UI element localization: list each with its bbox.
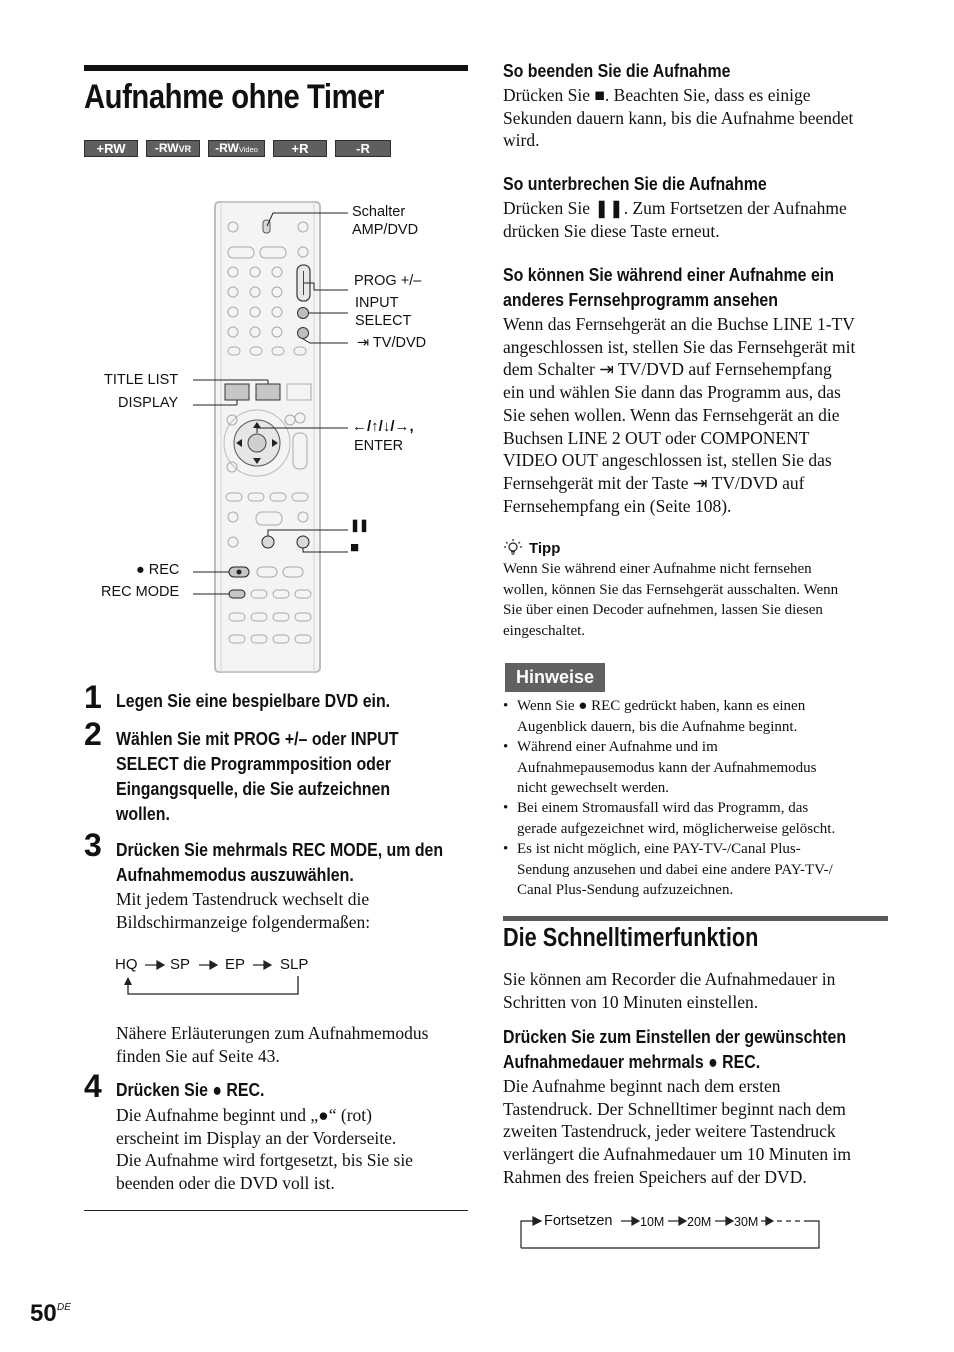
lightbulb-icon bbox=[503, 538, 523, 558]
note-item: • Es ist nicht möglich, eine PAY-TV-/Canal Plus- Sendung anzusehen und dabei eine andere PAY-TV-/ Canal Plus-Sendung aufzuzeichnen. bbox=[503, 841, 833, 898]
note-item: • Bei einem Stromausfall wird das Programm, das gerade aufgezeichnet wird, möglicherweise gelöscht. bbox=[503, 800, 836, 837]
badge-plus-r: +R bbox=[273, 140, 327, 157]
label-display: DISPLAY bbox=[118, 395, 179, 411]
note-item: • Während einer Aufnahme und im Aufnahmepausemodus kann der Aufnahmemodus nicht gewechselt werden. bbox=[503, 739, 817, 796]
label-enter: ENTER bbox=[354, 438, 404, 454]
title-rule bbox=[84, 65, 468, 71]
remote-control-illustration bbox=[100, 195, 460, 680]
timer-step-20m: 20M bbox=[687, 1215, 712, 1229]
tip-label: Tipp bbox=[529, 540, 561, 557]
mode-ep: EP bbox=[225, 956, 246, 973]
page-number-suffix: DE bbox=[57, 1302, 71, 1313]
step-4-body: Die Aufnahme beginnt und „●“ (rot) erscheint im Display an der Vorderseite. Die Aufnahme wird fortgesetzt, bis Sie sie beenden oder die DVD voll ist. bbox=[116, 1105, 413, 1194]
label-title-list: TITLE LIST bbox=[104, 372, 179, 388]
section-body: Die Aufnahme beginnt nach dem ersten Tastendruck. Der Schnelltimer beginnt nach dem zweiten Tastendruck, jeder weitere Tastendruck verlängert die Aufnahmedauer um 10 Minuten im Rahmen des freien Speichers auf der DVD. bbox=[503, 1076, 851, 1187]
step-1-heading: Legen Sie eine bespielbare DVD ein. bbox=[116, 690, 391, 711]
section-heading: Drücken Sie zum Einstellen der gewünschten Aufnahmedauer mehrmals ● REC. bbox=[503, 1026, 847, 1072]
badge-minus-rw-video: -RWVideo bbox=[208, 140, 265, 157]
timer-step-fortsetzen: Fortsetzen bbox=[544, 1213, 613, 1229]
badge-plus-rw: +RW bbox=[84, 140, 138, 157]
tip-body: Wenn Sie während einer Aufnahme nicht fernsehen wollen, können Sie das Fernsehgerät ausschalten. Wenn Sie über einen Decoder aufnehmen, lassen Sie diesen eingeschaltet. bbox=[503, 561, 839, 639]
page-number: 50 bbox=[30, 1300, 57, 1327]
watch-heading: So können Sie während einer Aufnahme ein anderes Fernsehprogramm ansehen bbox=[503, 264, 834, 310]
step-2-heading: Wählen Sie mit PROG +/– oder INPUT SELECT die Programmposition oder Eingangsquelle, die Sie aufzeichnen wollen. bbox=[116, 728, 399, 824]
mode-sp: SP bbox=[170, 956, 191, 973]
page-title: Aufnahme ohne Timer bbox=[84, 78, 384, 116]
label-rec: ● REC bbox=[136, 562, 180, 578]
step-3-body: Mit jedem Tastendruck wechselt die Bildschirmanzeige folgendermaßen: bbox=[116, 889, 371, 932]
mode-cycle-arrows bbox=[110, 955, 320, 1000]
stop-heading: So beenden Sie die Aufnahme bbox=[503, 60, 731, 81]
badge-minus-rw-vr: -RWVR bbox=[146, 140, 200, 157]
step-3-after: Nähere Erläuterungen zum Aufnahmemodus finden Sie auf Seite 43. bbox=[116, 1023, 429, 1066]
label-prog: PROG +/– bbox=[354, 273, 422, 289]
notes-label: Hinweise bbox=[505, 663, 605, 692]
section-rule bbox=[503, 916, 888, 921]
pause-heading: So unterbrechen Sie die Aufnahme bbox=[503, 173, 767, 194]
stop-body: Drücken Sie ■. Beachten Sie, dass es einige Sekunden dauern kann, bis die Aufnahme beendet wird. bbox=[503, 85, 854, 151]
badge-minus-r: -R bbox=[335, 140, 391, 157]
stop-icon: ■ bbox=[350, 539, 360, 556]
step-number-1: 1 bbox=[84, 679, 102, 715]
timer-step-30m: 30M bbox=[734, 1215, 759, 1229]
mode-slp: SLP bbox=[280, 956, 309, 973]
note-item: • Wenn Sie ● REC gedrückt haben, kann es einen Augenblick dauern, bis die Aufnahme beginnt. bbox=[503, 698, 806, 735]
bottom-rule bbox=[84, 1210, 468, 1211]
watch-body: Wenn das Fernsehgerät an die Buchse LINE 1-TV angeschlossen ist, stellen Sie das Fernsehgerät mit dem Schalter ⇥ TV/DVD auf Fernsehempfang ein und wählen Sie dann das Programm aus, das Sie sehen wollen. Wenn das Fernsehgerät an die Buchsen LINE 2 OUT oder COMPONENT VIDEO OUT angeschlossen ist, stellen Sie das Fernsehgerät mit der Taste ⇥ TV/DVD auf Fernsehempfang ein (Seite 108). bbox=[503, 314, 856, 516]
step-number-4: 4 bbox=[84, 1068, 102, 1104]
pause-body: Drücken Sie ❚❚. Zum Fortsetzen der Aufnahme drücken Sie diese Taste erneut. bbox=[503, 198, 847, 241]
section-intro: Sie können am Recorder die Aufnahmedauer in Schritten von 10 Minuten einstellen. bbox=[503, 969, 836, 1012]
timer-step-10m: 10M bbox=[640, 1215, 665, 1229]
label-switch-amp-dvd: Schalter AMP/DVD bbox=[352, 204, 419, 238]
step-4-heading: Drücken Sie ● REC. bbox=[116, 1079, 265, 1100]
label-rec-mode: REC MODE bbox=[101, 584, 180, 600]
section-title: Die Schnelltimerfunktion bbox=[503, 924, 759, 952]
step-number-2: 2 bbox=[84, 716, 102, 752]
step-3-heading: Drücken Sie mehrmals REC MODE, um den Aufnahmemodus auszuwählen. bbox=[116, 839, 444, 885]
mode-hq: HQ bbox=[115, 956, 138, 973]
label-tv-dvd: ⇥ TV/DVD bbox=[357, 335, 427, 351]
pause-icon: ❚❚ bbox=[350, 518, 369, 532]
step-number-3: 3 bbox=[84, 827, 102, 863]
label-arrows: ←/↑/↓/→, bbox=[352, 418, 414, 435]
label-input-select: INPUT SELECT bbox=[355, 295, 412, 329]
